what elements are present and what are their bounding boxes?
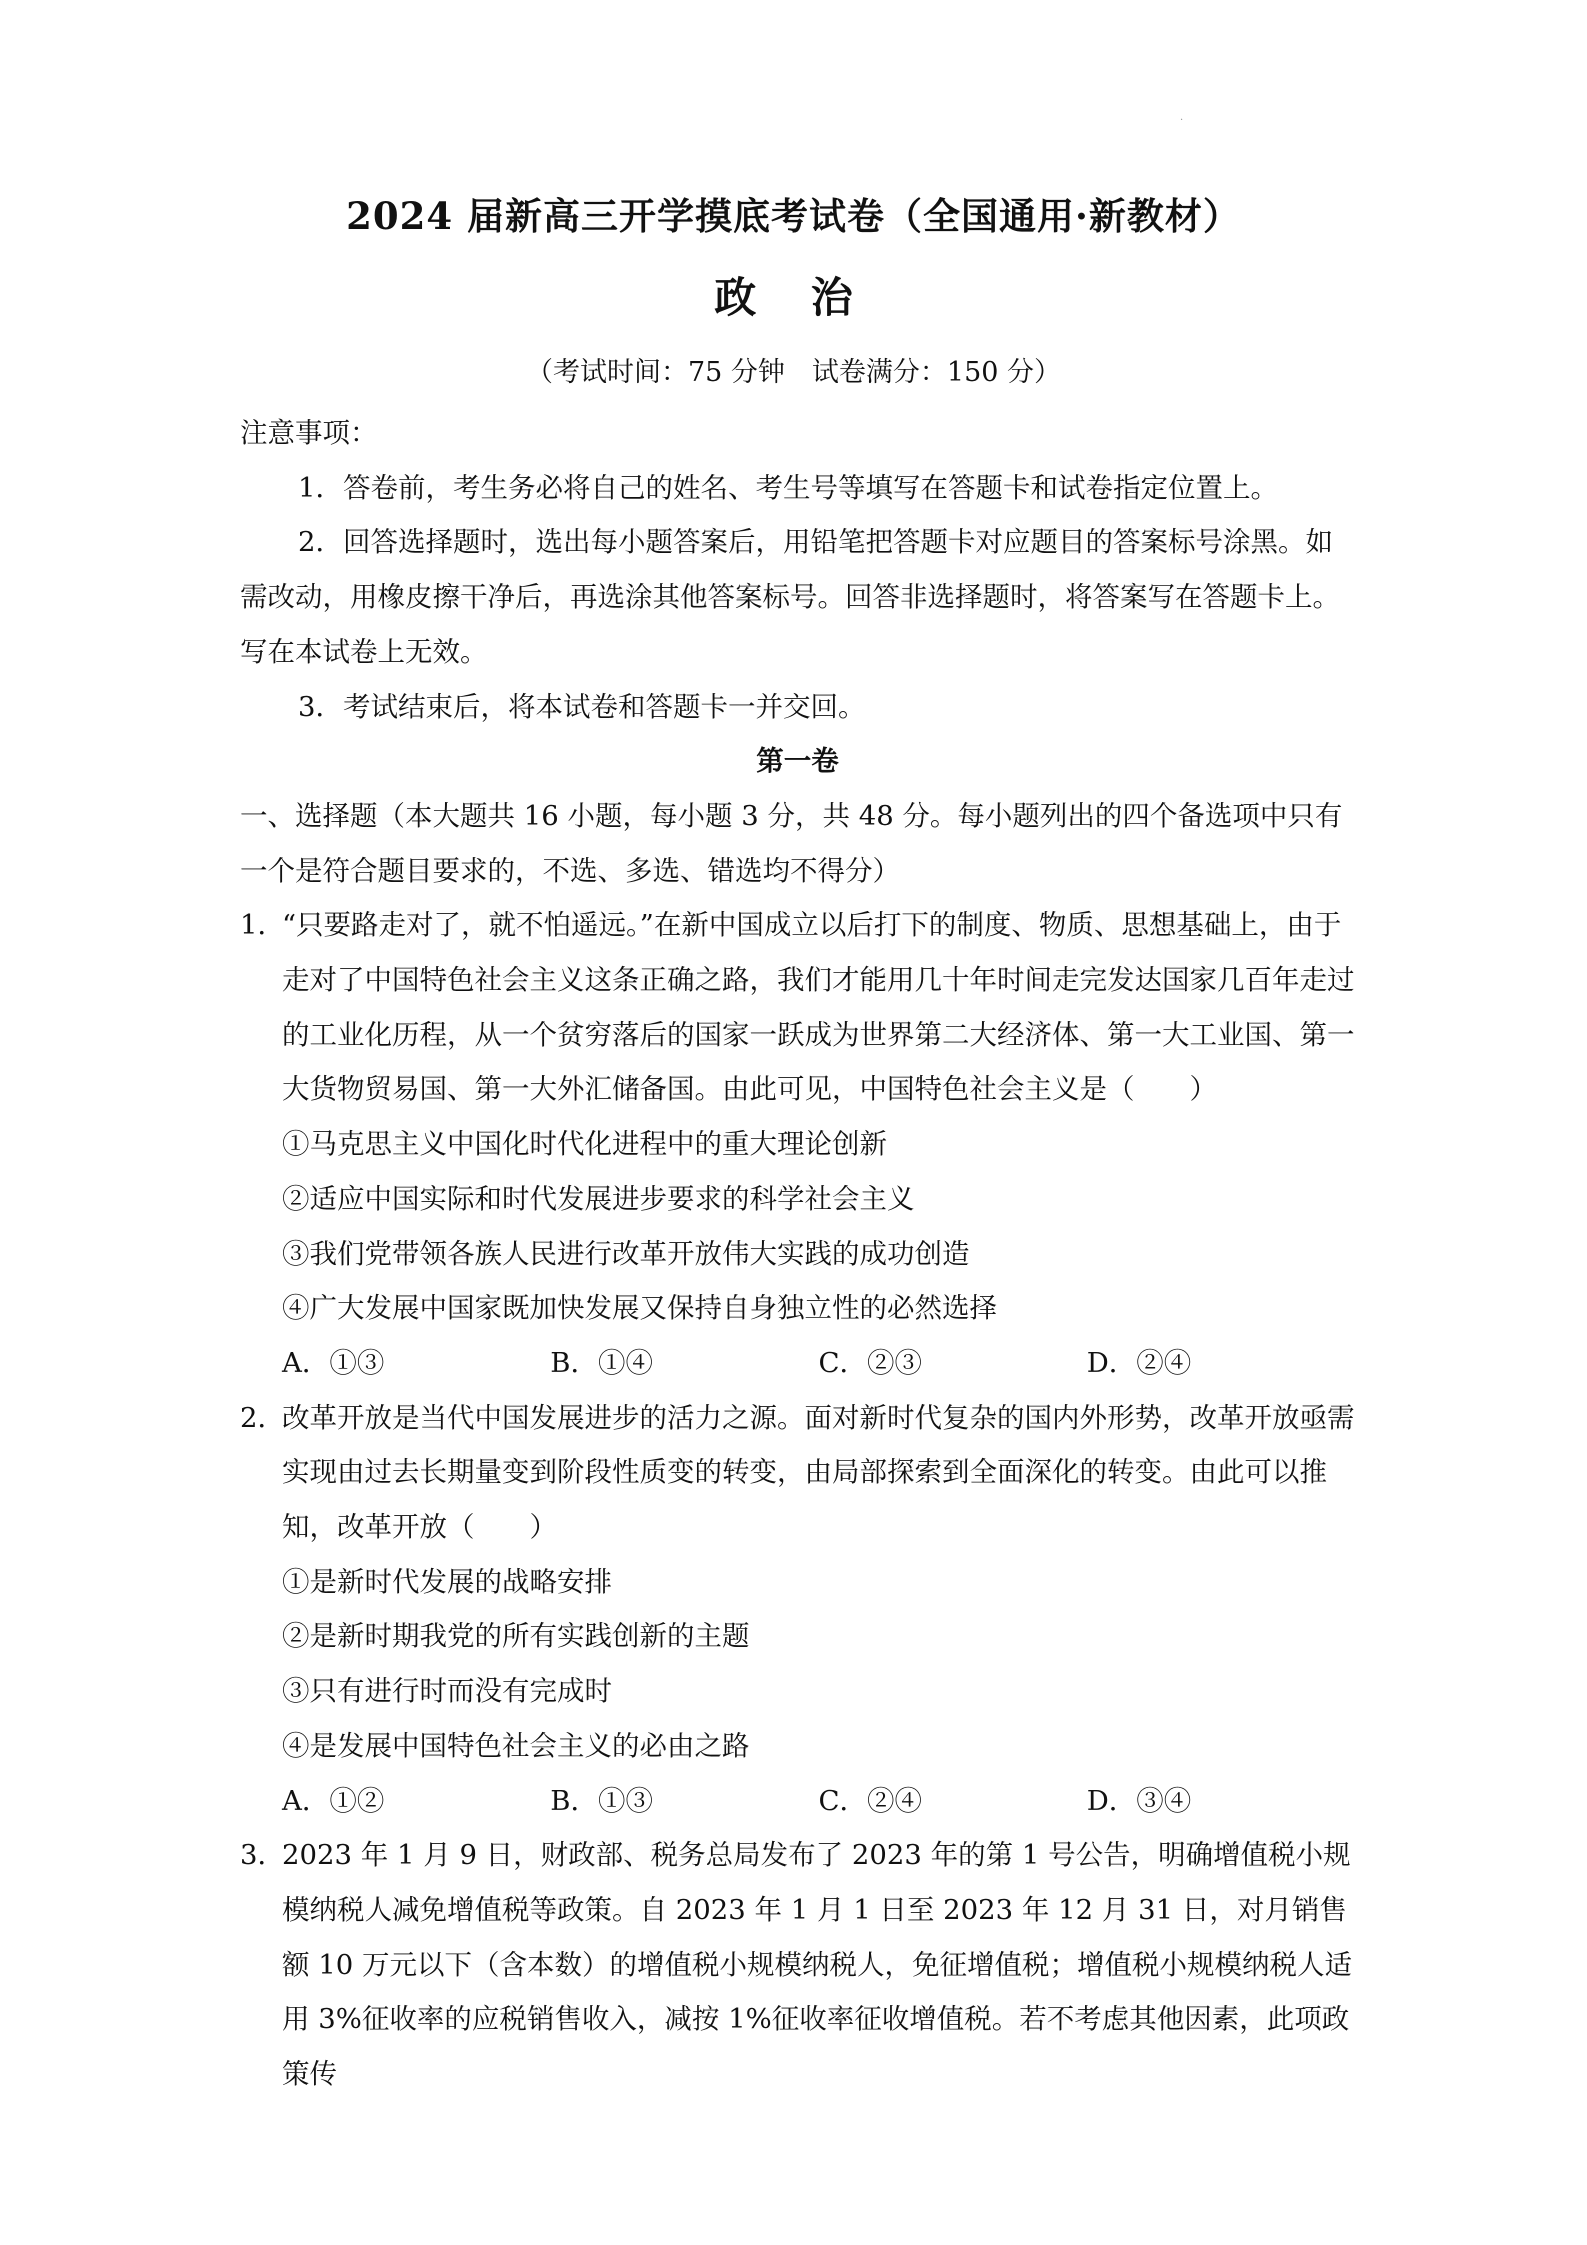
question-number: 3．	[240, 1839, 285, 1872]
question-1	[240, 898, 1355, 1117]
choice-d: D．②④	[1086, 1346, 1192, 1379]
question-2-option-1: ①是新时代发展的战略安排	[282, 1565, 612, 1598]
question-1-option-3: ③我们党带领各族人民进行改革开放伟大实践的成功创造	[282, 1237, 970, 1270]
choice-a: A．①③	[282, 1346, 385, 1379]
corner-mark: ·	[1180, 115, 1184, 126]
question-1-option-4: ④广大发展中国家既加快发展又保持自身独立性的必然选择	[282, 1292, 997, 1325]
question-number: 2．	[240, 1401, 285, 1434]
question-2	[240, 1391, 1355, 1555]
choice-b: B．①④	[550, 1346, 653, 1379]
choice-b: B．①③	[550, 1784, 653, 1817]
choice-c: C．②③	[818, 1346, 923, 1379]
question-2-option-2: ②是新时期我党的所有实践创新的主题	[282, 1620, 750, 1653]
exam-body	[240, 406, 1355, 2102]
question-stem: “只要路走对了，就不怕遥远。”在新中国成立以后打下的制度、物质、思想基础上，由于走对了中国特色社会主义这条正确之路，我们才能用几十年时间走完发达国家几百年走过的工业化历程，从一个贫穷落后的国家一跃成为世界第二大经济体、第一大工业国、第一大货物贸易国、第一大外汇储备国。由此可见，中国特色社会主义是（ ）	[282, 909, 1355, 1106]
question-stem: 2023 年 1 月 9 日，财政部、税务总局发布了 2023 年的第 1 号公告，明确增值税小规模纳税人减免增值税等政策。自 2023 年 1 月 1 日至 2023 年 12 月 31 日，对月销售额 10 万元以下（含本数）的增值税小规模纳税人，免征增值税；增值税小规模纳税人适用 3%征收率的应税销售收入，减按 1%征收率征收增值税。若不考虑其他因素，此项政策传	[282, 1839, 1352, 2091]
note-item-3: 3．考试结束后，将本试卷和答题卡一并交回。	[298, 690, 866, 723]
choice-c: C．②④	[818, 1784, 923, 1817]
question-1-option-2: ②适应中国实际和时代发展进步要求的科学社会主义	[282, 1182, 915, 1215]
section-title: 第一卷	[756, 745, 839, 778]
question-2-choices	[240, 1774, 1355, 1829]
note-item-2: 2．回答选择题时，选出每小题答案后，用铅笔把答题卡对应题目的答案标号涂黑。如需改动，用橡皮擦干净后，再选涂其他答案标号。回答非选择题时，将答案写在答题卡上。写在本试卷上无效。	[240, 526, 1340, 668]
exam-info: （考试时间：75 分钟 试卷满分：150 分）	[525, 357, 1062, 388]
notes-heading: 注意事项：	[240, 417, 378, 449]
question-1-choices	[240, 1336, 1355, 1391]
question-1-option-1: ①马克思主义中国化时代化进程中的重大理论创新	[282, 1128, 887, 1161]
exam-title: 2024 届新高三开学摸底考试卷（全国通用·新教材）	[346, 194, 1241, 238]
subject-title: 政 治	[714, 273, 873, 322]
question-stem: 改革开放是当代中国发展进步的活力之源。面对新时代复杂的国内外形势，改革开放亟需实现由过去长期量变到阶段性质变的转变，由局部探索到全面深化的转变。由此可以推知，改革开放（ ）	[282, 1401, 1355, 1544]
question-number: 1．	[240, 909, 285, 942]
question-2-option-4: ④是发展中国特色社会主义的必由之路	[282, 1729, 750, 1762]
choice-d: D．③④	[1086, 1784, 1192, 1817]
choice-a: A．①②	[282, 1784, 385, 1817]
question-2-option-3: ③只有进行时而没有完成时	[282, 1675, 612, 1708]
note-item-1: 1．答卷前，考生务必将自己的姓名、考生号等填写在答题卡和试卷指定位置上。	[298, 471, 1278, 504]
question-3	[240, 1828, 1355, 2102]
section-instructions: 一、选择题（本大题共 16 小题，每小题 3 分，共 48 分。每小题列出的四个备选项中只有一个是符合题目要求的，不选、多选、错选均不得分）	[240, 799, 1343, 887]
